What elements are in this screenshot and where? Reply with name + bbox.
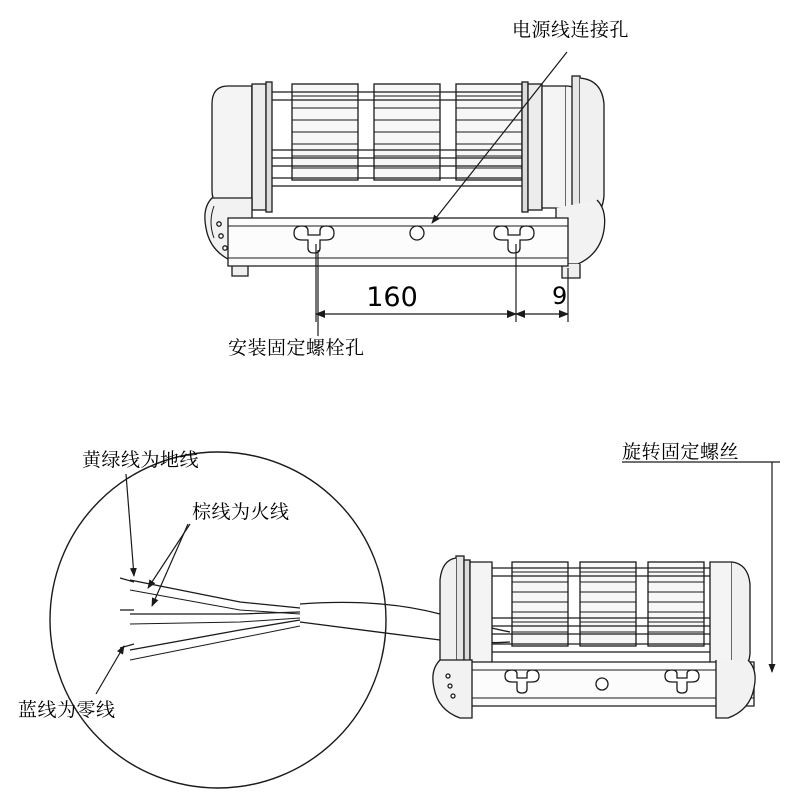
label-rotation-fixing-screw: 旋转固定螺丝 <box>622 441 740 463</box>
power-cord-hole <box>410 226 424 240</box>
label-ground-wire: 黄绿线为地线 <box>82 449 200 471</box>
dimension-value-span: 160 <box>366 282 418 313</box>
label-mounting-bolt-hole: 安装固定螺栓孔 <box>228 337 365 359</box>
leader-wire-labels <box>96 474 190 694</box>
label-power-cord-hole: 电源线连接孔 <box>512 19 630 41</box>
label-live-wire: 棕线为火线 <box>192 501 290 523</box>
label-neutral-wire: 蓝线为零线 <box>18 699 116 721</box>
dimension-value-edge: 9 <box>552 282 568 310</box>
top-view-assembly <box>205 76 605 278</box>
bottom-view-assembly <box>433 556 755 718</box>
